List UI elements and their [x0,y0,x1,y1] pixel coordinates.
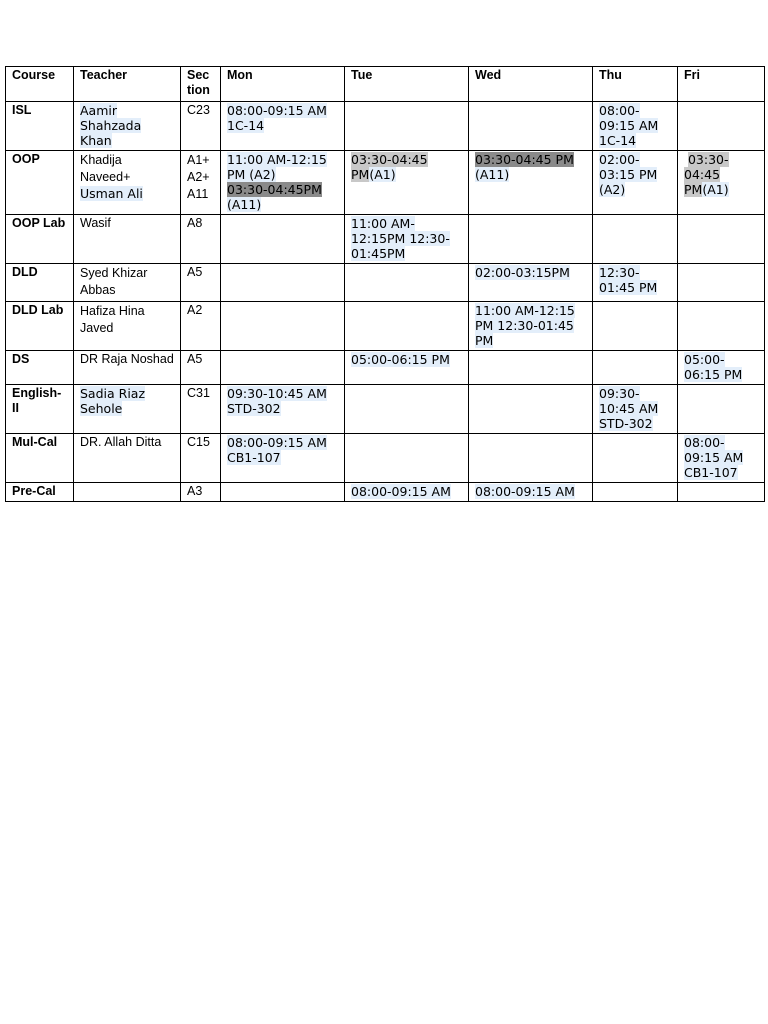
wed-cell [469,264,593,302]
tue-cell [345,434,469,483]
fri-cell [678,351,765,385]
wed-cell [469,434,593,483]
slot-line: 08:00- [684,435,725,450]
header-row [6,67,765,102]
slot-line: (A2) [599,182,626,197]
section-cell: A8 [181,215,221,264]
thu-cell [593,302,678,351]
slot-line: 09:30-10:45 AM [227,386,327,401]
header-course: Course [6,67,74,102]
table-row [6,264,765,302]
slot-line: 08:00-09:15 AM [227,103,327,118]
course-cell: DS [6,351,74,385]
teacher-cell [74,385,181,434]
teacher-line: Khan [80,133,112,148]
slot-line: CB1-107 [684,465,738,480]
header-wed: Wed [469,67,593,102]
slot-line: PM [351,167,370,182]
fri-cell [678,215,765,264]
wed-cell [469,151,593,215]
thu-cell [593,215,678,264]
fri-cell [678,483,765,502]
slot-line: 03:30-04:45PM [227,182,322,197]
teacher-cell: DR Raja Noshad [74,351,181,385]
mon-cell [221,151,345,215]
tue-cell [345,302,469,351]
fri-cell [678,302,765,351]
slot-line: 11:00 AM- [351,216,415,231]
slot-line: 05:00-06:15 PM [351,352,450,367]
slot-line: 08:00-09:15 AM [227,435,327,450]
section-line: A11 [187,187,209,201]
section-cell: A2 [181,302,221,351]
tue-cell [345,151,469,215]
slot-line: 04:45 [684,167,721,182]
timetable [5,66,765,502]
table-row [6,483,765,502]
table-row [6,434,765,483]
wed-cell [469,215,593,264]
teacher-line: Sadia Riaz [80,386,146,401]
section-cell: C23 [181,102,221,151]
teacher-line: Sehole [80,401,123,416]
slot-line: (A1) [702,182,729,197]
tue-cell [345,351,469,385]
header-section-line1: Sec [187,68,210,82]
slot-line: 01:45PM [351,246,406,261]
course-cell: OOP [6,151,74,215]
teacher-cell: Wasif [74,215,181,264]
slot-line: STD-302 [227,401,281,416]
fri-cell [678,434,765,483]
mon-cell [221,264,345,302]
fri-cell [678,385,765,434]
wed-cell [469,302,593,351]
slot-line: 12:15PM 12:30- [351,231,450,246]
mon-cell [221,434,345,483]
section-line: A2+ [187,170,210,184]
thu-cell [593,151,678,215]
tue-cell [345,385,469,434]
slot-line: PM (A2) [227,167,276,182]
table-row [6,351,765,385]
tue-cell [345,264,469,302]
fri-cell [678,102,765,151]
mon-cell [221,483,345,502]
teacher-cell [74,151,181,215]
course-cell: DLD Lab [6,302,74,351]
table-row [6,302,765,351]
slot-line: CB1-107 [227,450,281,465]
thu-cell [593,434,678,483]
teacher-line: Naveed+ [80,170,131,184]
teacher-line: Khadija [80,153,122,167]
slot-line: 01:45 PM [599,280,658,295]
slot-line: 08:00-09:15 AM [475,484,575,499]
thu-cell [593,385,678,434]
wed-cell [469,351,593,385]
slot-line: PM [684,182,703,197]
thu-cell [593,483,678,502]
section-cell [181,151,221,215]
teacher-line: Aamir [80,103,117,118]
mon-cell [221,102,345,151]
tue-cell [345,102,469,151]
wed-cell [469,385,593,434]
slot-line: 11:00 AM-12:15 [475,303,575,318]
section-cell: A5 [181,351,221,385]
teacher-line: Syed Khizar [80,266,148,280]
header-fri: Fri [678,67,765,102]
slot-line: 02:00-03:15PM [475,265,570,280]
slot-line: (A11) [475,167,510,182]
teacher-line: Hafiza Hina [80,304,145,318]
teacher-cell [74,264,181,302]
table-row [6,102,765,151]
fri-cell [678,264,765,302]
section-cell: C15 [181,434,221,483]
slot-line: (A1) [369,167,396,182]
wed-cell [469,102,593,151]
slot-line: 05:00- [684,352,725,367]
teacher-cell [74,302,181,351]
header-mon: Mon [221,67,345,102]
teacher-line: Abbas [80,283,116,297]
teacher-line: Shahzada [80,118,142,133]
fri-cell [678,151,765,215]
thu-cell [593,102,678,151]
slot-line: 08:00- [599,103,640,118]
mon-cell [221,215,345,264]
table-row [6,151,765,215]
mon-cell [221,351,345,385]
slot-line: 11:00 AM-12:15 [227,152,327,167]
slot-line: 12:30- [599,265,640,280]
header-thu: Thu [593,67,678,102]
mon-cell [221,302,345,351]
slot-line: 03:30- [687,152,729,167]
slot-line: PM [475,333,494,348]
section-cell: A3 [181,483,221,502]
course-cell: OOP Lab [6,215,74,264]
slot-line: 10:45 AM [599,401,659,416]
thu-cell [593,264,678,302]
header-tue: Tue [345,67,469,102]
table-row [6,385,765,434]
mon-cell [221,385,345,434]
course-cell: Mul-Cal [6,434,74,483]
slot-line: 03:15 PM [599,167,658,182]
slot-line: 09:30- [599,386,640,401]
slot-line: STD-302 [599,416,653,431]
teacher-cell [74,483,181,502]
slot-line: 03:30-04:45 PM [475,152,574,167]
thu-cell [593,351,678,385]
slot-line: PM 12:30-01:45 [475,318,574,333]
slot-line: 09:15 AM [599,118,659,133]
course-cell: Pre-Cal [6,483,74,502]
course-cell: ISL [6,102,74,151]
section-cell: C31 [181,385,221,434]
slot-line: 08:00-09:15 AM [351,484,451,499]
slot-line: 09:15 AM [684,450,744,465]
slot-line: 06:15 PM [684,367,743,382]
slot-line: 1C-14 [599,133,637,148]
slot-line: 03:30-04:45 [351,152,428,167]
header-section-line2: tion [187,83,210,97]
table-row [6,215,765,264]
wed-cell [469,483,593,502]
tue-cell [345,215,469,264]
section-line: A1+ [187,153,210,167]
slot-line: 1C-14 [227,118,265,133]
slot-line: 02:00- [599,152,640,167]
teacher-line: Usman Ali [80,186,143,201]
course-cell: English-II [6,385,74,434]
slot-line: (A11) [227,197,262,212]
section-cell: A5 [181,264,221,302]
tue-cell [345,483,469,502]
header-section [181,67,221,102]
header-teacher: Teacher [74,67,181,102]
course-cell: DLD [6,264,74,302]
teacher-line: Javed [80,321,114,335]
teacher-cell: DR. Allah Ditta [74,434,181,483]
teacher-cell [74,102,181,151]
